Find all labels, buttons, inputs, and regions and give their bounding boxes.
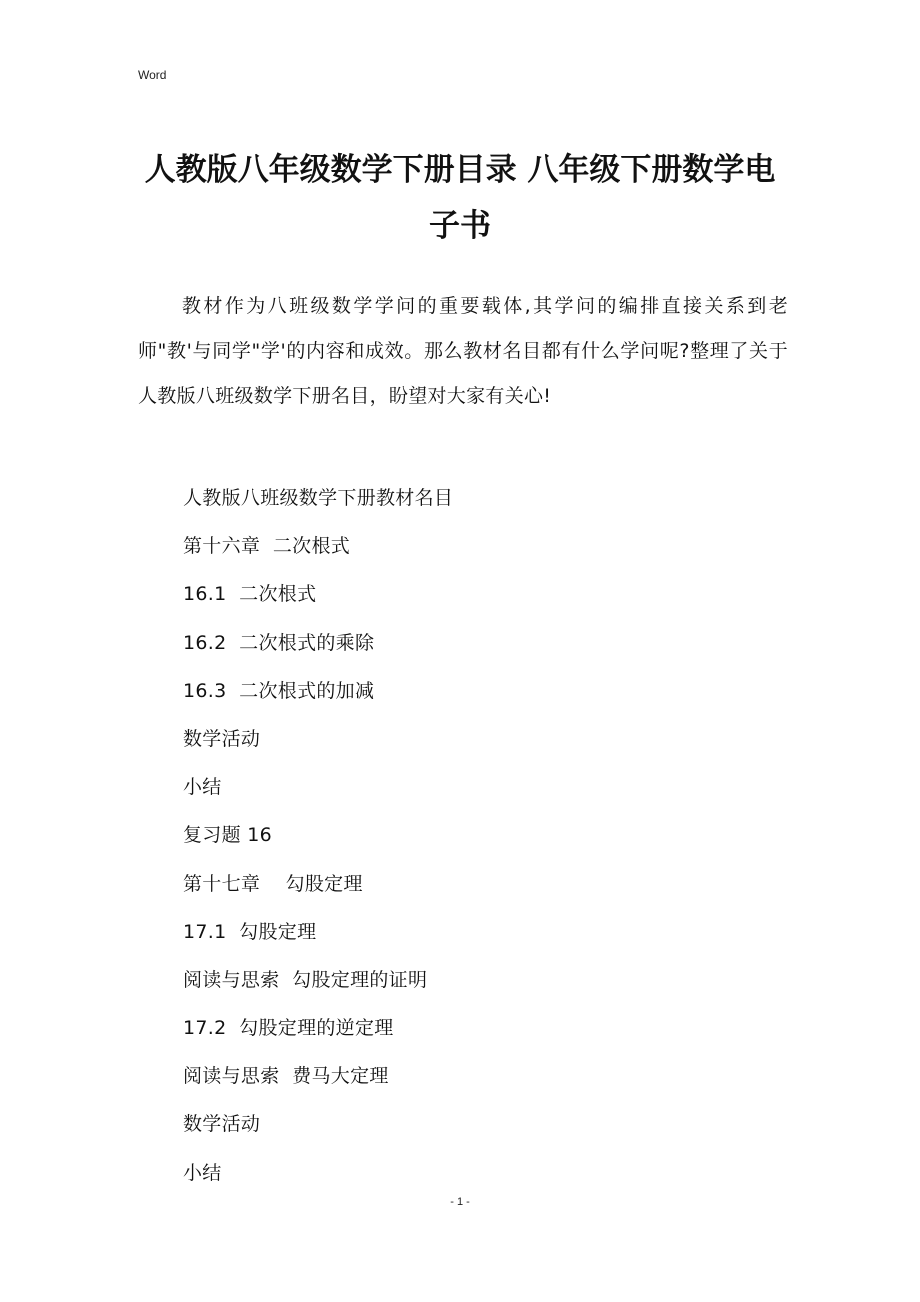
toc-item: 小结 <box>183 776 222 799</box>
toc-item: 复习题 16 <box>183 824 273 847</box>
toc-item: 数学活动 <box>183 1113 261 1136</box>
toc-item: 第十六章 二次根式 <box>183 535 351 558</box>
toc-item: 16.1 二次根式 <box>183 583 317 606</box>
toc-item: 16.2 二次根式的乘除 <box>183 631 375 654</box>
toc-item: 16.3 二次根式的加减 <box>183 679 375 702</box>
toc-item: 小结 <box>183 1161 222 1184</box>
header-label: Word <box>138 68 167 82</box>
toc-item: 阅读与思索 勾股定理的证明 <box>183 968 428 991</box>
toc-item: 数学活动 <box>183 727 261 750</box>
page-number: - 1 - <box>450 1196 470 1208</box>
toc-item: 第十七章 勾股定理 <box>183 872 363 895</box>
toc-item: 人教版八班级数学下册教材名目 <box>183 487 454 509</box>
toc-item: 17.2 勾股定理的逆定理 <box>183 1017 394 1040</box>
toc-item: 阅读与思索 费马大定理 <box>183 1065 389 1088</box>
document-title: 人教版八年级数学下册目录 八年级下册数学电子书 <box>144 152 776 244</box>
table-of-contents <box>183 474 453 1197</box>
toc-item: 17.1 勾股定理 <box>183 920 317 943</box>
intro-paragraph: 教材作为八班级数学学问的重要载体,其学问的编排直接关系到老师"教'与同学"学'的内容和成效。那么教材名目都有什么学问呢?整理了关于人教版八班级数学下册名目，盼望对大家有关心! <box>138 295 788 407</box>
